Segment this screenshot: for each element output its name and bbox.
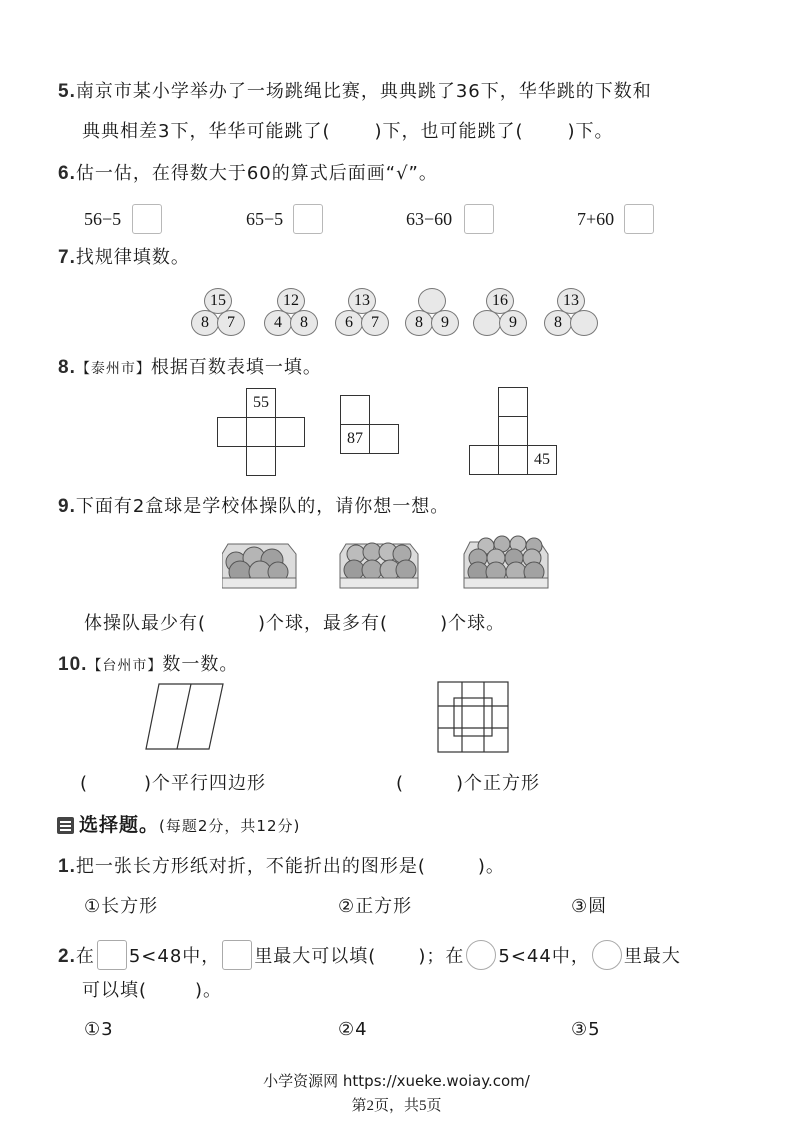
question-text: 把一张长方形纸对折，不能折出的图形是(	[75, 856, 426, 877]
question-text: 估一估，在得数大于60的算式后面画“√”。	[75, 163, 438, 184]
circle-right: 8	[290, 310, 318, 336]
parallelogram-figure	[145, 683, 225, 751]
option-a[interactable]: ①长方形	[84, 896, 159, 917]
grid-cell[interactable]	[498, 445, 528, 475]
question-5-line-2	[82, 120, 614, 144]
question-number: 10.	[58, 654, 88, 675]
text-segment: 体操队最少有(	[84, 613, 207, 634]
expr-3: 63−60	[406, 209, 453, 229]
question-number: 6.	[58, 163, 76, 184]
choice-2-line-1	[58, 940, 681, 970]
tag-bracket: 】	[147, 658, 163, 674]
question-number: 7.	[58, 247, 76, 268]
text-segment: )；在	[418, 946, 465, 967]
circle-top: 16	[486, 288, 514, 314]
option-c[interactable]: ③圆	[571, 896, 608, 917]
circle-right: 7	[361, 310, 389, 336]
circle-right: 9	[431, 310, 459, 336]
grid-cell[interactable]	[498, 416, 528, 446]
circle-blank[interactable]	[592, 940, 622, 970]
ball-box-1	[222, 544, 296, 588]
section-title: 选择题。	[79, 814, 160, 836]
expr-1: 56−5	[84, 209, 122, 229]
text-segment: )个球。	[440, 613, 506, 634]
text-segment: )下，也可能跳了(	[374, 121, 524, 142]
question-5-line-1	[58, 80, 652, 104]
circle-top: 15	[204, 288, 232, 314]
text-segment: 典典相差3下，华华可能跳了(	[82, 121, 331, 142]
text-segment: 在	[75, 946, 95, 967]
grid-cell-55: 55	[246, 388, 276, 418]
circle-top: 12	[277, 288, 305, 314]
tag-bracket: 】	[135, 361, 151, 377]
section-note: (每题2分，共12分)	[159, 817, 301, 835]
circle-left: 8	[191, 310, 219, 336]
expr-4: 7+60	[577, 209, 615, 229]
question-9-answer	[84, 612, 505, 636]
text-segment: )。	[477, 856, 505, 877]
circle-right-blank[interactable]	[570, 310, 598, 336]
text-segment: 里最大	[623, 946, 681, 967]
grid-cell[interactable]	[275, 417, 305, 447]
question-9-title	[58, 495, 449, 519]
grid-cell-45: 45	[527, 445, 557, 475]
option-b[interactable]: ②4	[338, 1019, 368, 1040]
question-text: 南京市某小学举办了一场跳绳比赛，典典跳了36下，华华跳的下数和	[75, 81, 652, 102]
text-segment: 5<44中，	[498, 946, 590, 967]
question-text: 根据百数表填一填。	[150, 357, 322, 378]
circle-left-blank[interactable]	[473, 310, 501, 336]
question-text: 找规律填数。	[75, 247, 190, 268]
checkbox-2[interactable]	[293, 204, 323, 234]
question-text: 下面有2盒球是学校体操队的，请你想一想。	[75, 496, 450, 517]
region-tag: 泰州市	[90, 361, 136, 377]
square-blank[interactable]	[222, 940, 252, 970]
checkbox-3[interactable]	[464, 204, 494, 234]
question-8-title	[58, 356, 322, 381]
text-segment: 可以填(	[82, 980, 148, 1001]
question-number: 2.	[58, 946, 76, 967]
grid-cell-87: 87	[340, 424, 370, 454]
section-two-icon	[57, 817, 74, 834]
text-segment: (	[396, 773, 405, 794]
choice-2-line-2	[82, 979, 222, 1003]
grid-cell[interactable]	[369, 424, 399, 454]
square-answer	[396, 772, 540, 796]
text-segment: )个正方形	[456, 773, 541, 794]
question-6-title	[58, 162, 438, 186]
question-7-title	[58, 246, 190, 270]
grid-cell[interactable]	[217, 417, 247, 447]
text-segment: 里最大可以填(	[254, 946, 377, 967]
circle-left: 6	[335, 310, 363, 336]
question-number: 8.	[58, 357, 76, 378]
text-segment: )。	[195, 980, 223, 1001]
ball-box-2	[340, 543, 418, 588]
grid-cell[interactable]	[469, 445, 499, 475]
option-b[interactable]: ②正方形	[338, 896, 413, 917]
footer-page-number: 第2页，共5页	[351, 1098, 442, 1114]
circle-left: 4	[264, 310, 292, 336]
text-segment: (	[80, 773, 89, 794]
option-a[interactable]: ①3	[84, 1019, 114, 1040]
circle-right: 9	[499, 310, 527, 336]
text-segment: )下。	[567, 121, 614, 142]
square-blank[interactable]	[97, 940, 127, 970]
grid-cell[interactable]	[246, 446, 276, 476]
parallelogram-answer	[80, 772, 266, 796]
question-text: 数一数。	[162, 654, 239, 675]
square-grid-figure	[437, 681, 509, 753]
circle-left: 8	[544, 310, 572, 336]
text-segment: )个球，最多有(	[258, 613, 389, 634]
ball-boxes-illustration	[222, 534, 552, 592]
question-number: 1.	[58, 856, 76, 877]
question-10-title	[58, 653, 238, 678]
tag-bracket: 【	[87, 658, 103, 674]
footer-site: 小学资源网 https://xueke.woiay.com/	[263, 1072, 530, 1090]
text-segment: )个平行四边形	[144, 773, 267, 794]
region-tag: 台州市	[102, 658, 148, 674]
question-number: 5.	[58, 81, 76, 102]
question-number: 9.	[58, 496, 76, 517]
checkbox-1[interactable]	[132, 204, 162, 234]
ball-box-3	[464, 536, 548, 588]
section-2-header	[79, 813, 300, 838]
circle-top: 13	[557, 288, 585, 314]
option-c[interactable]: ③5	[571, 1019, 601, 1040]
grid-cell[interactable]	[246, 417, 276, 447]
circle-right: 7	[217, 310, 245, 336]
grid-cell[interactable]	[340, 395, 370, 425]
circle-left: 8	[405, 310, 433, 336]
circle-blank[interactable]	[466, 940, 496, 970]
text-segment: 5<48中，	[128, 946, 221, 967]
circle-top: 13	[348, 288, 376, 314]
checkbox-4[interactable]	[624, 204, 654, 234]
choice-1-question	[58, 855, 505, 879]
tag-bracket: 【	[75, 361, 91, 377]
grid-cell[interactable]	[498, 387, 528, 417]
expr-2: 65−5	[246, 209, 284, 229]
